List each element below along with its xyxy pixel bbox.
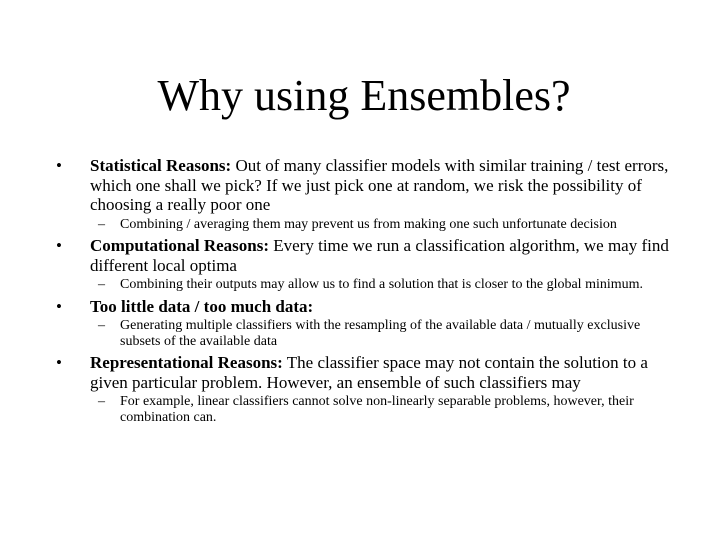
bullet-list: [54, 156, 674, 425]
sub-item: [92, 217, 674, 233]
sub-item: [92, 277, 674, 293]
sub-list: [90, 217, 674, 233]
sub-marker: –: [98, 318, 105, 333]
bullet-data-amount: [54, 297, 674, 350]
bullet-lead: Too little data / too much data:: [90, 296, 314, 316]
sub-item-text: Generating multiple classifiers with the resampling of the available data / mutually exclusive subsets of the available data: [120, 318, 641, 349]
sub-item-text: For example, linear classifiers cannot solve non-linearly separable problems, however, their combination can.: [120, 394, 634, 425]
bullet-text: The classifier space may not contain the solution to a given particular problem. However, an ensemble of such classifiers may: [90, 353, 648, 392]
sub-list: [90, 318, 674, 349]
bullet-lead: Statistical Reasons:: [90, 156, 232, 175]
sub-item-text: Combining / averaging them may prevent us from making one such unfortunate decision: [120, 216, 617, 232]
sub-item-text: Combining their outputs may allow us to find a solution that is closer to the global minimum.: [120, 277, 644, 292]
bullet-marker: •: [56, 296, 62, 316]
bullet-lead: Computational Reasons:: [90, 236, 269, 255]
sub-marker: –: [98, 216, 105, 232]
slide-title: Why using Ensembles?: [157, 71, 571, 120]
bullet-text: Every time we run a classification algorithm, we may find different local optima: [90, 236, 669, 275]
sub-list: [90, 394, 674, 425]
bullet-text: Out of many classifier models with similar training / test errors, which one shall we pick? If we just pick one at random, we risk the possibility of choosing a really poor one: [90, 156, 669, 214]
bullet-marker: •: [56, 156, 62, 175]
sub-item: [92, 394, 674, 425]
bullet-marker: •: [56, 353, 62, 372]
sub-item: [92, 318, 674, 349]
sub-marker: –: [98, 277, 105, 292]
bullet-representational-reasons: [54, 353, 674, 425]
sub-list: [90, 277, 674, 293]
bullet-computational-reasons: [54, 236, 674, 293]
bullet-marker: •: [56, 236, 62, 255]
bullet-lead: Representational Reasons:: [90, 353, 283, 372]
bullet-statistical-reasons: [54, 156, 674, 232]
sub-marker: –: [98, 394, 105, 409]
